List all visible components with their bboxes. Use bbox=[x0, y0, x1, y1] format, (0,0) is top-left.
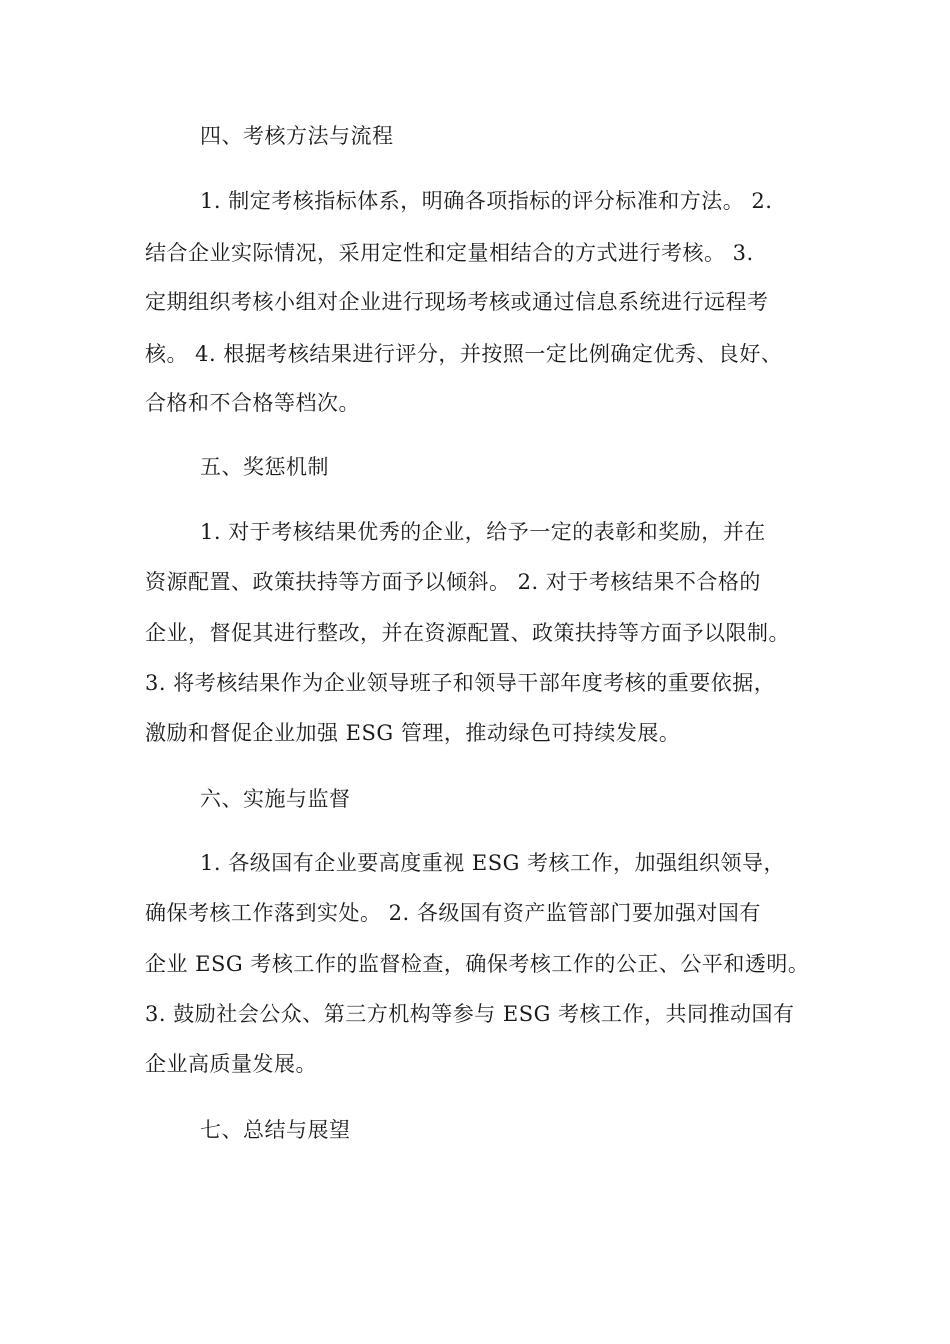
paragraph-line: 确保考核工作落到实处。 2. 各级国有资产监管部门要加强对国有 bbox=[145, 901, 761, 925]
paragraph-line: 结合企业实际情况，采用定性和定量相结合的方式进行考核。 3. bbox=[145, 241, 754, 265]
paragraph-line: 企业，督促其进行整改，并在资源配置、政策扶持等方面予以限制。 bbox=[145, 621, 790, 645]
paragraph-line: 3. 鼓励社会公众、第三方机构等参与 ESG 考核工作，共同推动国有 bbox=[145, 1002, 795, 1026]
paragraph-line: 企业 ESG 考核工作的监督检查，确保考核工作的公正、公平和透明。 bbox=[145, 952, 810, 976]
paragraph-line: 1. 制定考核指标体系，明确各项指标的评分标准和方法。 2. bbox=[200, 189, 773, 213]
paragraph-line: 定期组织考核小组对企业进行现场考核或通过信息系统进行远程考 bbox=[145, 290, 769, 314]
section-heading-5: 五、奖惩机制 bbox=[200, 455, 329, 479]
section-heading-7: 七、总结与展望 bbox=[200, 1118, 351, 1142]
paragraph-line: 1. 对于考核结果优秀的企业，给予一定的表彰和奖励，并在 bbox=[200, 520, 766, 544]
paragraph-line: 企业高质量发展。 bbox=[145, 1052, 317, 1076]
section-heading-4: 四、考核方法与流程 bbox=[200, 124, 394, 148]
paragraph-line: 资源配置、政策扶持等方面予以倾斜。 2. 对于考核结果不合格的 bbox=[145, 570, 761, 594]
paragraph-line: 激励和督促企业加强 ESG 管理，推动绿色可持续发展。 bbox=[145, 721, 681, 745]
paragraph-line: 1. 各级国有企业要高度重视 ESG 考核工作，加强组织领导， bbox=[200, 851, 786, 875]
paragraph-line: 合格和不合格等档次。 bbox=[145, 391, 360, 415]
paragraph-line: 3. 将考核结果作为企业领导班子和领导干部年度考核的重要依据， bbox=[145, 671, 776, 695]
paragraph-line: 核。 4. 根据考核结果进行评分，并按照一定比例确定优秀、良好、 bbox=[145, 342, 783, 366]
section-heading-6: 六、实施与监督 bbox=[200, 787, 351, 811]
